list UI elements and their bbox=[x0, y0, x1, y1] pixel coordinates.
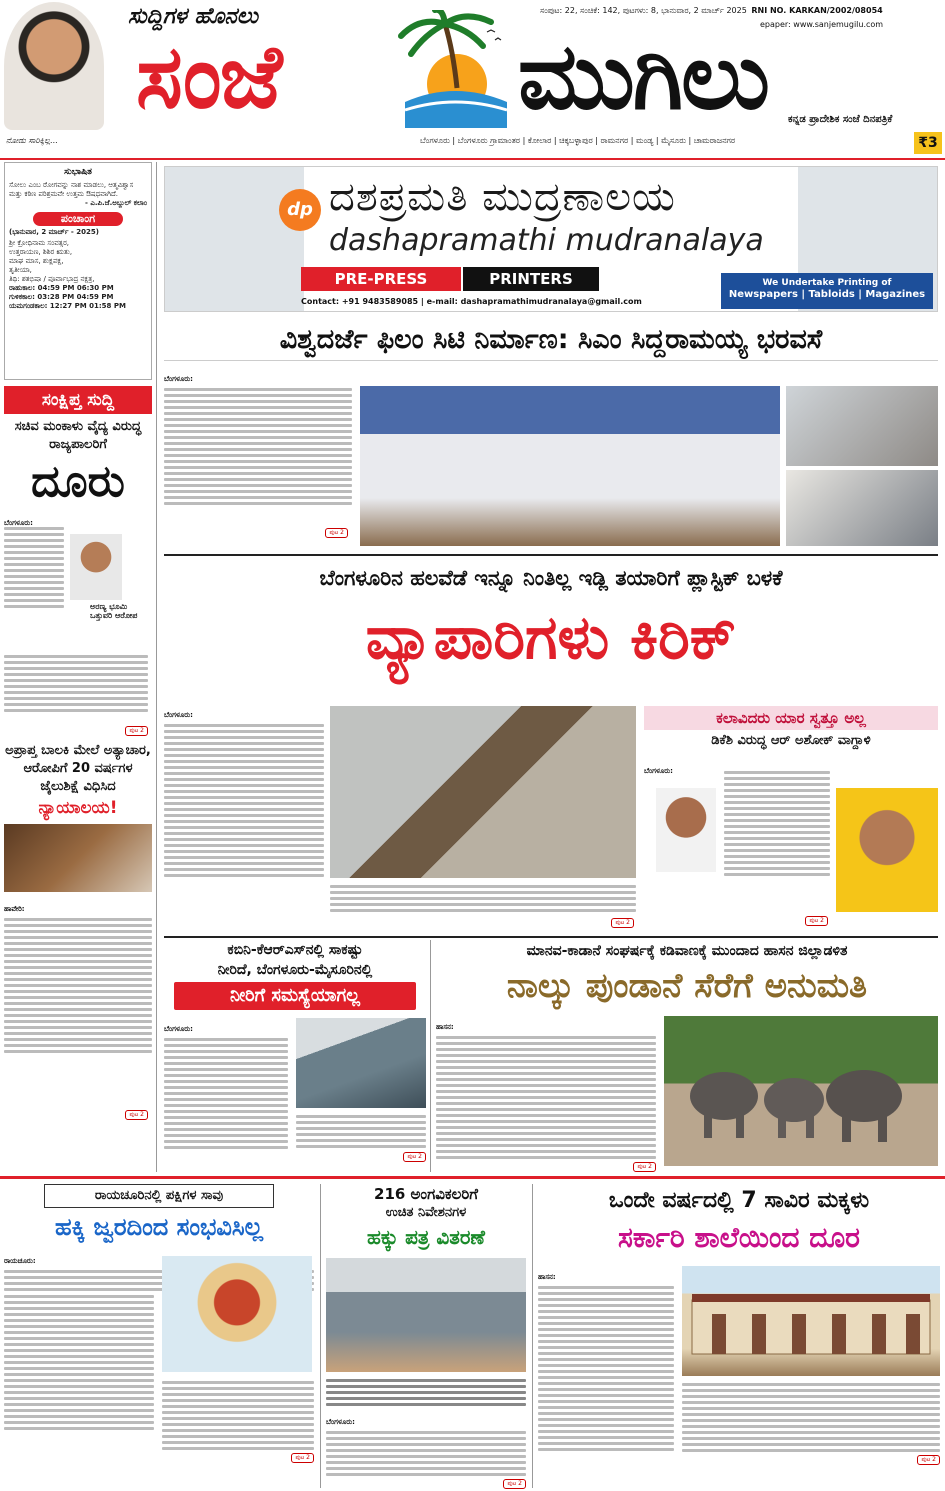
story-handicapped-sites bbox=[326, 1184, 526, 1488]
story-hassan-elephant bbox=[436, 940, 938, 1172]
brief-title: ಸಂಕ್ಷಿಪ್ತ ಸುದ್ದಿ bbox=[4, 386, 152, 414]
panchanga-list bbox=[9, 239, 147, 311]
elephant-herd-icon bbox=[664, 1016, 938, 1166]
panchanga-item: ಯಮಗಂಡಕಾಲ: 12:27 PM 01:58 PM bbox=[9, 302, 126, 310]
subhashita-title: ಸುಭಾಷಿತ bbox=[64, 167, 92, 177]
price-badge: ₹3 bbox=[914, 132, 942, 154]
panchanga-item: ಉತ್ತರಾಯಣ, ಶಿಶಿರ ಋತು, bbox=[9, 248, 73, 256]
title-right: ಮುಗಿಲು bbox=[518, 23, 768, 130]
story7-kicker1[interactable]: 216 ಅಂಗವಿಕಲರಿಗೆ bbox=[374, 1185, 478, 1203]
story1-main-photo bbox=[360, 386, 780, 546]
ad-printers: PRINTERS bbox=[463, 267, 599, 291]
story-kabini-water bbox=[164, 940, 426, 1172]
gavel-photo bbox=[4, 824, 152, 892]
story7-kicker2[interactable]: ಉಚಿತ ನಿವೇಶನಗಳ bbox=[385, 1205, 467, 1220]
rooster-photo bbox=[162, 1256, 312, 1372]
story7-page-ref[interactable]: ಪುಟ 2 bbox=[503, 1479, 526, 1489]
story8-page-ref[interactable]: ಪುಟ 2 bbox=[917, 1455, 940, 1465]
panchanga-item: ಶ್ರೀ ಕ್ರೋಧಿನಾಮ ಸಂವತ್ಸರ, bbox=[9, 239, 69, 247]
story8-kicker[interactable]: ಒಂದೇ ವರ್ಷದಲ್ಲಿ 7 ಸಾವಿರ ಮಕ್ಕಳು bbox=[608, 1188, 870, 1213]
brief1-byline: ಬೆಂಗಳೂರು: bbox=[4, 519, 33, 527]
dk-photo bbox=[656, 788, 716, 872]
story5-kicker[interactable]: ಮಾನವ-ಕಾಡಾನೆ ಸಂಘರ್ಷಕ್ಕೆ ಕಡಿವಾಣಕ್ಕೆ ಮುಂದಾದ ಹಾಸನ ಜಿಲ್ಲಾಡಳಿತ bbox=[526, 943, 848, 959]
ad-undertake-box bbox=[721, 273, 933, 309]
story5-page-ref[interactable]: ಪುಟ 2 bbox=[633, 1162, 656, 1172]
panchanga-item: ಗುಳಿಕಕಾಲ: 03:28 PM 04:59 PM bbox=[9, 293, 114, 301]
story1-headline[interactable]: ವಿಶ್ವದರ್ಜೆ ಫಿಲಂ ಸಿಟಿ ನಿರ್ಮಾಣ: ಸಿಎಂ ಸಿದ್ದರಾಮಯ್ಯ ಭರವಸೆ bbox=[164, 320, 938, 361]
ad-title-kn: ದಶಪ್ರಮತಿ ಮುದ್ರಣಾಲಯ bbox=[329, 174, 676, 220]
left-sidebar bbox=[4, 162, 152, 1322]
elephants-photo bbox=[664, 1016, 938, 1166]
brief1-headline: ಸಚಿವ ಮಂಕಾಳು ವೈದ್ಯ ವಿರುದ್ಧ ರಾಜ್ಯಪಾಲರಿಗೆ bbox=[14, 419, 142, 452]
tagline-top: ಸುದ್ದಿಗಳ ಹೊನಲು bbox=[128, 4, 259, 29]
ad-logo: dp bbox=[279, 189, 321, 231]
story7-byline: ಬೆಂಗಳೂರು: bbox=[326, 1418, 355, 1426]
story8-headline[interactable]: ಸರ್ಕಾರಿ ಶಾಲೆಯಿಂದ ದೂರ bbox=[618, 1221, 860, 1254]
story-film-city bbox=[164, 320, 938, 546]
issue-info bbox=[540, 6, 883, 16]
panchanga-item: ತೃತೀಯಾ, bbox=[9, 266, 32, 274]
story2-byline: ಬೆಂಗಳೂರು: bbox=[164, 711, 193, 719]
story4-byline: ಬೆಂಗಳೂರು: bbox=[164, 1025, 193, 1033]
story7-headline[interactable]: ಹಕ್ಕು ಪತ್ರ ವಿತರಣೆ bbox=[367, 1225, 485, 1249]
title-left: ಸಂಜೆ bbox=[136, 25, 281, 128]
brief1-page-ref[interactable]: ಪುಟ 2 bbox=[125, 726, 148, 736]
school-building-icon bbox=[682, 1266, 940, 1376]
rni-number: RNI NO. KARKAN/2002/08054 bbox=[751, 6, 883, 15]
story2-headline[interactable]: ವ್ಯಾಪಾರಿಗಳು ಕಿರಿಕ್ bbox=[365, 603, 737, 673]
story5-headline[interactable]: ನಾಲ್ಕು ಪುಂಡಾನೆ ಸೆರೆಗೆ ಅನುಮತಿ bbox=[506, 966, 868, 1006]
story3-page-ref[interactable]: ಪುಟ 2 bbox=[805, 916, 828, 926]
story3-headline[interactable]: ಕಲಾವಿದರು ಯಾರ ಸ್ವತ್ತೂ ಅಲ್ಲ bbox=[644, 706, 938, 730]
story4-page-ref[interactable]: ಪುಟ 2 bbox=[403, 1152, 426, 1162]
panchanga-date: (ಭಾನುವಾರ, 2 ಮಾರ್ಚ್ - 2025) bbox=[9, 228, 99, 236]
ad-prepress: PRE-PRESS bbox=[301, 267, 461, 291]
story3-byline: ಬೆಂಗಳೂರು: bbox=[644, 767, 673, 775]
panchanga-item: ಮಾಘ ಮಾಸ, ಶುಕ್ಲಪಕ್ಷ, bbox=[9, 257, 64, 265]
masthead bbox=[0, 0, 945, 158]
story6-headline[interactable]: ಹಕ್ಕಿ ಜ್ವರದಿಂದ ಸಂಭವಿಸಿಲ್ಲ bbox=[54, 1213, 263, 1241]
story4-kicker2[interactable]: ನೀರಿದೆ, ಬೆಂಗಳೂರು-ಮೈಸೂರಿನಲ್ಲಿ bbox=[217, 962, 373, 978]
brief1-big-headline: ದೂರು bbox=[31, 456, 125, 507]
brief1-photo-caption: ಅರಣ್ಯ ಭೂಮಿ ಒತ್ತುವರಿ ಆರೋಪ bbox=[90, 602, 138, 620]
brief2-byline: ಹಾವೇರಿ: bbox=[4, 905, 25, 913]
editor-photo bbox=[4, 2, 104, 130]
brief1 bbox=[4, 418, 152, 738]
panchanga-item: ರಾಹುಕಾಲ: 04:59 PM 06:30 PM bbox=[9, 284, 114, 292]
ad-undertake-line1: We Undertake Printing of bbox=[762, 278, 892, 288]
story8-byline: ಹಾಸನ: bbox=[538, 1273, 556, 1281]
idli-steamer-photo bbox=[330, 706, 636, 878]
ad-undertake-line2: Newspapers | Tabloids | Magazines bbox=[728, 289, 926, 300]
story6-byline: ರಾಯಚೂರು: bbox=[4, 1257, 36, 1265]
story6-kicker[interactable]: ರಾಯಚೂರಿನಲ್ಲಿ ಪಕ್ಷಿಗಳ ಸಾವು bbox=[44, 1184, 274, 1208]
story-kalavidaru bbox=[644, 706, 938, 930]
story-bird-flu bbox=[4, 1184, 314, 1488]
story3-subhead[interactable]: ಡಿಕೆಶಿ ವಿರುದ್ಧ ಆರ್ ಅಶೋಕ್ ವಾಗ್ದಾಳಿ bbox=[711, 733, 871, 748]
dam-photo bbox=[296, 1018, 426, 1108]
story2-kicker[interactable]: ಬೆಂಗಳೂರಿನ ಹಲವೆಡೆ ಇನ್ನೂ ನಿಂತಿಲ್ಲ ಇಡ್ಲಿ ತಯಾರಿಗೆ ಪ್ಲಾಸ್ಟಿಕ್ ಬಳಕೆ bbox=[319, 566, 783, 590]
subhashita-text: ಸೋಲು ಎಂಬ ರೋಗವನ್ನು ನಾಶ ಮಾಡಲು, ಆತ್ಮವಿಶ್ವಾಸ ಮತ್ತು ಕಠಿಣ ಪರಿಶ್ರಮವೇ ಉತ್ತಮ ಔಷಧವಾಗಿದೆ. bbox=[9, 181, 134, 198]
brief2 bbox=[4, 742, 152, 1120]
issue-details: ಸಂಪುಟ: 22, ಸಂಚಿಕೆ: 142, ಪುಟಗಳು: 8, ಭಾನುವಾರ, 2 ಮಾರ್ಚ್ 2025 bbox=[540, 6, 747, 15]
story5-byline: ಹಾಸನ: bbox=[436, 1023, 454, 1031]
story1-photo-3 bbox=[786, 470, 938, 546]
brief2-page-ref[interactable]: ಪುಟ 2 bbox=[125, 1110, 148, 1120]
subhashita-author: - ಎ.ಪಿ.ಜೆ.ಅಬ್ದುಲ್ ಕಲಾಂ bbox=[85, 199, 147, 207]
brief2-headline: ಅಪ್ರಾಪ್ತ ಬಾಲಕಿ ಮೇಲೆ ಅತ್ಯಾಚಾರ, ಆರೋಪಿಗೆ 20 ವರ್ಷಗಳ ಜೈಲುಶಿಕ್ಷೆ ವಿಧಿಸಿದ bbox=[5, 743, 151, 794]
subhashita-box bbox=[4, 162, 152, 380]
school-photo bbox=[682, 1266, 940, 1376]
story1-photo-2 bbox=[786, 386, 938, 466]
story-idli-plastic bbox=[164, 558, 938, 934]
editions-bar: ಬೆಂಗಳೂರು | ಬೆಂಗಳೂರು ಗ್ರಾಮಾಂತರ | ಕೋಲಾರ | ಚಿಕ್ಕಬಳ್ಳಾಪುರ | ರಾಮನಗರ | ಮಂಡ್ಯ | ಮೈಸೂರು | ಚಾಮರಾಜನಗರ bbox=[420, 136, 736, 145]
panchanga-title: ಪಂಚಾಂಗ bbox=[33, 212, 123, 226]
story1-page-ref[interactable]: ಪುಟ 2 bbox=[325, 528, 348, 538]
story-govt-school bbox=[538, 1184, 940, 1488]
brief2-big-headline: ನ್ಯಾಯಾಲಯ! bbox=[38, 798, 118, 818]
ad-contact: Contact: +91 9483589085 | e-mail: dashapramathimudranalaya@gmail.com bbox=[301, 297, 642, 306]
story6-page-ref[interactable]: ಪುಟ 2 bbox=[291, 1453, 314, 1463]
website[interactable]: epaper: www.sanjemugilu.com bbox=[760, 20, 884, 29]
ashok-photo bbox=[836, 788, 938, 912]
story1-byline: ಬೆಂಗಳೂರು: bbox=[164, 375, 193, 383]
ad-banner[interactable] bbox=[164, 166, 938, 312]
ad-title-en: dashapramathi mudranalaya bbox=[329, 223, 764, 258]
subtitle: ಕನ್ನಡ ಪ್ರಾದೇಶಿಕ ಸಂಜೆ ದಿನಪತ್ರಿಕೆ bbox=[788, 114, 893, 125]
handover-photo bbox=[326, 1258, 526, 1372]
sunset-logo-icon bbox=[395, 10, 515, 128]
panchanga-item: ತಿಥಿ: ಶತಭಿಷಾ / ಪೂರ್ವಾಭಾದ್ರ ನಕ್ಷತ್ರ, bbox=[9, 275, 95, 283]
story2-page-ref[interactable]: ಪುಟ 2 bbox=[611, 918, 634, 928]
story4-headline[interactable]: ನೀರಿಗೆ ಸಮಸ್ಯೆಯಾಗಲ್ಲ bbox=[174, 982, 416, 1010]
editor-caption: ನೋಡು ಸಾರಿಕ್ಕಿಲ್ಲ... bbox=[6, 136, 58, 145]
story4-kicker1[interactable]: ಕಬಿನಿ-ಕೆಆರ್‌ಎಸ್‌ನಲ್ಲಿ ಸಾಕಷ್ಟು bbox=[227, 942, 363, 958]
brief1-photo bbox=[70, 534, 122, 600]
